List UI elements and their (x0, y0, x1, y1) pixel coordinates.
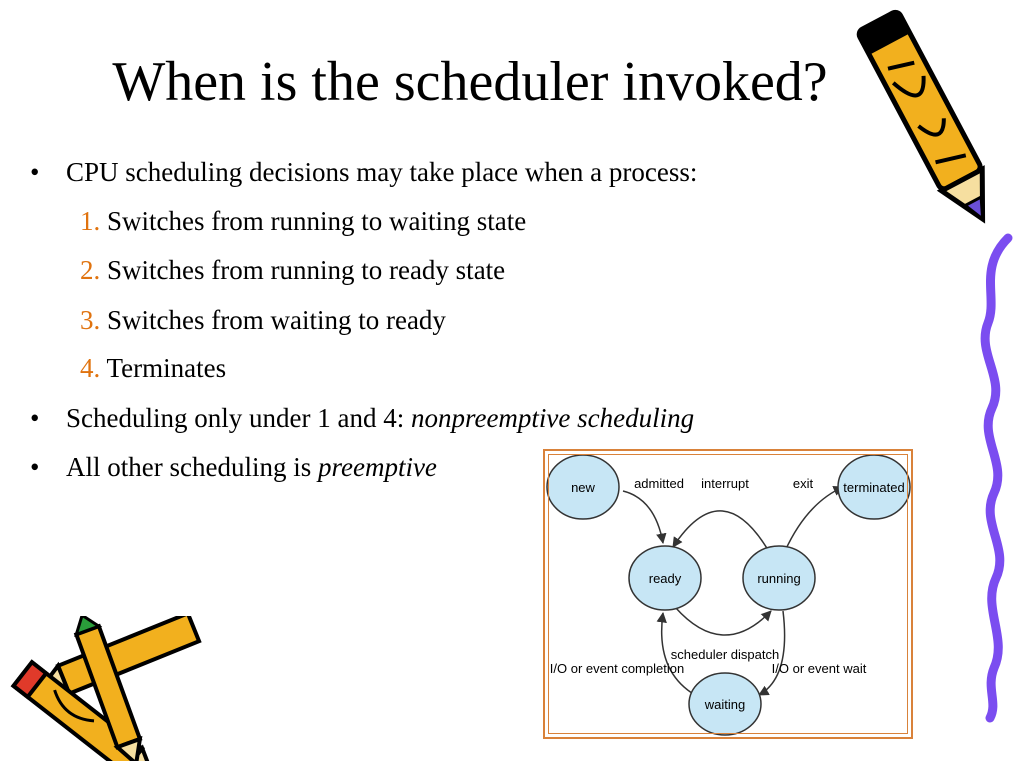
label-io-event-completion: I/O or event completion (549, 661, 685, 676)
bullet-emphasis: preemptive (317, 452, 437, 482)
numbered-item (80, 304, 446, 336)
bullet-text: All other scheduling is (66, 452, 318, 482)
item-text: Switches from waiting to ready (107, 305, 446, 335)
dispatch-arrow (675, 607, 771, 635)
state-new-label: new (571, 480, 595, 495)
numbered-item (80, 352, 226, 384)
bullet-item (30, 156, 697, 188)
state-waiting (689, 673, 761, 735)
bullet-text: Scheduling only under 1 and 4: (66, 403, 411, 433)
label-admitted: admitted (634, 476, 684, 491)
bullet-text: CPU scheduling decisions may take place when a process: (66, 157, 698, 187)
state-running-label: running (757, 571, 801, 586)
bullet-marker: • (30, 403, 40, 433)
item-text: Terminates (106, 353, 227, 383)
bullet-marker: • (30, 452, 40, 482)
item-number: 4. (80, 353, 101, 383)
process-state-diagram (543, 449, 913, 739)
label-scheduler-dispatch: scheduler dispatch (670, 647, 780, 662)
state-ready (629, 546, 701, 610)
event-wait-arrow (759, 611, 785, 695)
state-waiting-label: waiting (704, 697, 746, 712)
item-text: Switches from running to waiting state (107, 206, 527, 236)
event-completion-arrow (662, 613, 695, 695)
pencil-icon (855, 0, 1005, 245)
state-ready-label: ready (648, 571, 682, 586)
bullet-item (30, 402, 694, 434)
squiggle-line (968, 228, 1024, 728)
label-interrupt: interrupt (701, 476, 749, 491)
numbered-item (80, 205, 526, 237)
crossed-pencils-icon (0, 616, 210, 761)
exit-arrow (785, 487, 843, 551)
state-terminated (838, 455, 910, 519)
admitted-arrow (623, 491, 663, 543)
item-number: 1. (80, 206, 101, 236)
item-number: 2. (80, 255, 101, 285)
item-number: 3. (80, 305, 101, 335)
state-new (547, 455, 619, 519)
state-terminated-label: terminated (843, 480, 905, 495)
bullet-marker: • (30, 157, 40, 187)
item-text: Switches from running to ready state (107, 255, 506, 285)
label-exit: exit (792, 476, 814, 491)
bullet-item (30, 451, 437, 483)
slide-title: When is the scheduler invoked? (112, 51, 828, 113)
interrupt-arrow (673, 511, 771, 555)
label-io-event-wait: I/O or event wait (771, 661, 867, 676)
state-running (743, 546, 815, 610)
bullet-emphasis: nonpreemptive scheduling (410, 403, 695, 433)
numbered-item (80, 254, 505, 286)
